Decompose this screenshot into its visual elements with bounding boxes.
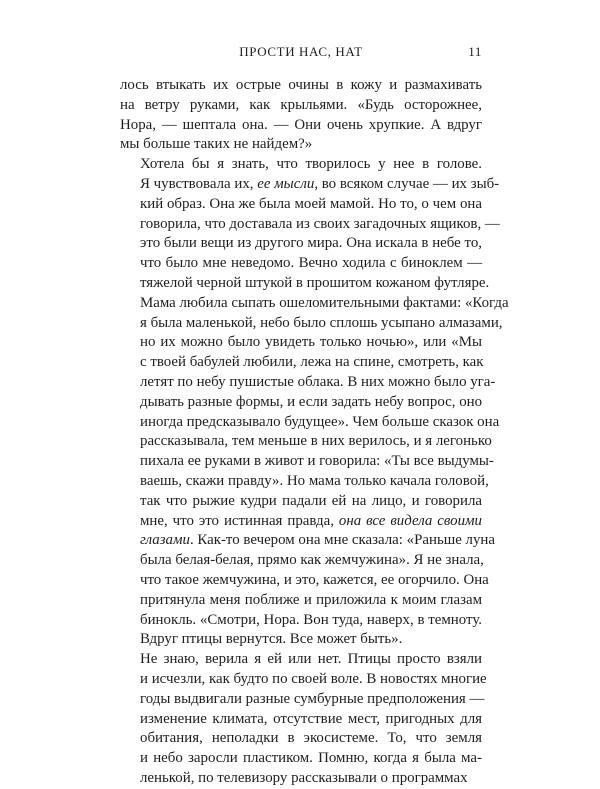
paragraph <box>120 650 487 789</box>
text-run: говорила, что доставала из своих загадочных ящиков, — <box>140 215 500 232</box>
text-line <box>120 333 482 353</box>
text-line <box>120 729 482 749</box>
italic-text: она все видела своими <box>338 512 482 529</box>
text-run: и исчезли, как будто по своей воле. В новостях многие <box>140 670 487 687</box>
text-line <box>120 650 482 670</box>
text-line <box>120 76 482 96</box>
text-line <box>120 294 509 314</box>
text-line <box>120 710 482 730</box>
text-run: иногда предсказывало будущее». Чем больше сказок она <box>140 413 500 430</box>
text-run: пихала ее руками в живот и говорила: «Ты все выдумы- <box>140 453 494 470</box>
text-line <box>120 531 495 551</box>
page-number: 11 <box>468 44 482 59</box>
text-line <box>120 215 500 235</box>
text-run: летят по небу пушистые облака. В них можно было уга- <box>140 373 496 390</box>
text-line <box>120 393 482 413</box>
text-run: это были вещи из другого мира. Она искала в небе то, <box>140 235 482 252</box>
text-line <box>120 512 482 532</box>
text-run: . Как-то вечером она мне сказала: «Раньше луна <box>189 532 495 549</box>
text-run: Мама любила сыпать ошеломительными фактами: «Когда <box>140 294 509 311</box>
text-run: на ветру руками, как крыльями. «Будь осторожнее, <box>120 96 482 113</box>
text-run: мне, что это истинная правда, <box>140 512 339 529</box>
text-run: Вдруг птицы вернутся. Все может быть». <box>140 631 403 648</box>
text-run: с твоей бабулей любили, лежа на спине, смотреть, как <box>140 354 484 371</box>
text-run: кий образ. Она же была моей мамой. Но то, о чем она <box>140 195 482 212</box>
text-line <box>120 353 482 373</box>
text-line <box>120 670 487 690</box>
italic-text: ее мысли <box>257 175 315 192</box>
text-line <box>120 690 485 710</box>
text-run: Хотела бы я знать, что творилось у нее в голове. <box>140 156 482 173</box>
text-line <box>120 472 489 492</box>
text-line <box>120 96 482 116</box>
text-line <box>120 630 482 650</box>
italic-text: глазами <box>140 532 190 549</box>
text-line <box>120 432 492 452</box>
text-line <box>120 611 482 631</box>
text-run: изменение климата, отсутствие мест, пригодных для <box>140 710 482 727</box>
text-line <box>120 571 489 591</box>
text-run: но их можно было увидеть только ночью», или «Мы <box>140 334 482 351</box>
text-run: , во всяком случае — их зыб- <box>314 175 500 192</box>
text-line <box>120 234 482 254</box>
text-run: Я чувствовала их, <box>140 175 258 192</box>
text-line <box>120 135 482 155</box>
text-line <box>120 175 500 195</box>
text-line <box>120 274 490 294</box>
paragraph <box>120 155 509 650</box>
text-line <box>120 116 482 136</box>
text-run: так что рыжие кудри падали ей на лицо, и говорила <box>140 492 482 509</box>
text-run: была белая-белая, прямо как жемчужина». Я не знала, <box>140 552 484 569</box>
body-text <box>120 76 509 789</box>
text-run: лось втыкать их острые очины в кожу и размахивать <box>120 77 482 93</box>
text-run: обитания, неполадки в экосистеме. То, что земля <box>140 730 482 747</box>
text-run: притянула меня поближе и приложила к моим глазам <box>140 591 482 608</box>
text-line <box>120 314 503 334</box>
text-line <box>120 492 482 512</box>
text-line <box>120 769 482 789</box>
text-run: что такое жемчужина, и это, кажется, ее огорчило. Она <box>140 571 489 588</box>
text-run: ваешь, скажи правду». Но мама только качала головой, <box>140 472 489 489</box>
text-line <box>120 413 500 433</box>
text-run: Не знаю, верила я ей или нет. Птицы просто взяли <box>140 651 482 668</box>
text-line <box>120 155 482 175</box>
text-line <box>120 195 482 215</box>
text-run: и небо заросли пластиком. Помню, когда я была ма- <box>140 750 482 767</box>
text-line <box>120 452 494 472</box>
text-run: бинокль. «Смотри, Нора. Вон туда, наверх, в темноту. <box>140 611 482 628</box>
paragraph <box>120 76 482 155</box>
text-run: что было мне неведомо. Вечно ходила с биноклем — <box>140 255 482 272</box>
text-line <box>120 551 482 571</box>
text-line <box>120 591 482 611</box>
text-line <box>120 254 482 274</box>
text-run: рассказывала, тем меньше в них верилось, и я легонько <box>140 433 492 450</box>
text-run: я была маленькой, небо было сплошь усыпано алмазами, <box>140 314 503 331</box>
text-run: тяжелой черной штукой в прошитом кожаном футляре. <box>140 274 490 291</box>
running-head <box>120 44 482 60</box>
text-run: Нора, — шептала она. — Они очень хрупкие. А вдруг <box>120 116 482 133</box>
text-run: годы выдвигали разные сумбурные предположения — <box>140 690 485 707</box>
text-line <box>120 373 496 393</box>
running-title: ПРОСТИ НАС, НАТ <box>239 44 363 59</box>
text-run: ленькой, по телевизору рассказывали о программах <box>140 769 468 786</box>
text-run: дывать разные формы, и если задать небу вопрос, оно <box>140 393 483 410</box>
text-line <box>120 749 482 769</box>
text-run: мы больше таких не найдем?» <box>120 136 313 153</box>
